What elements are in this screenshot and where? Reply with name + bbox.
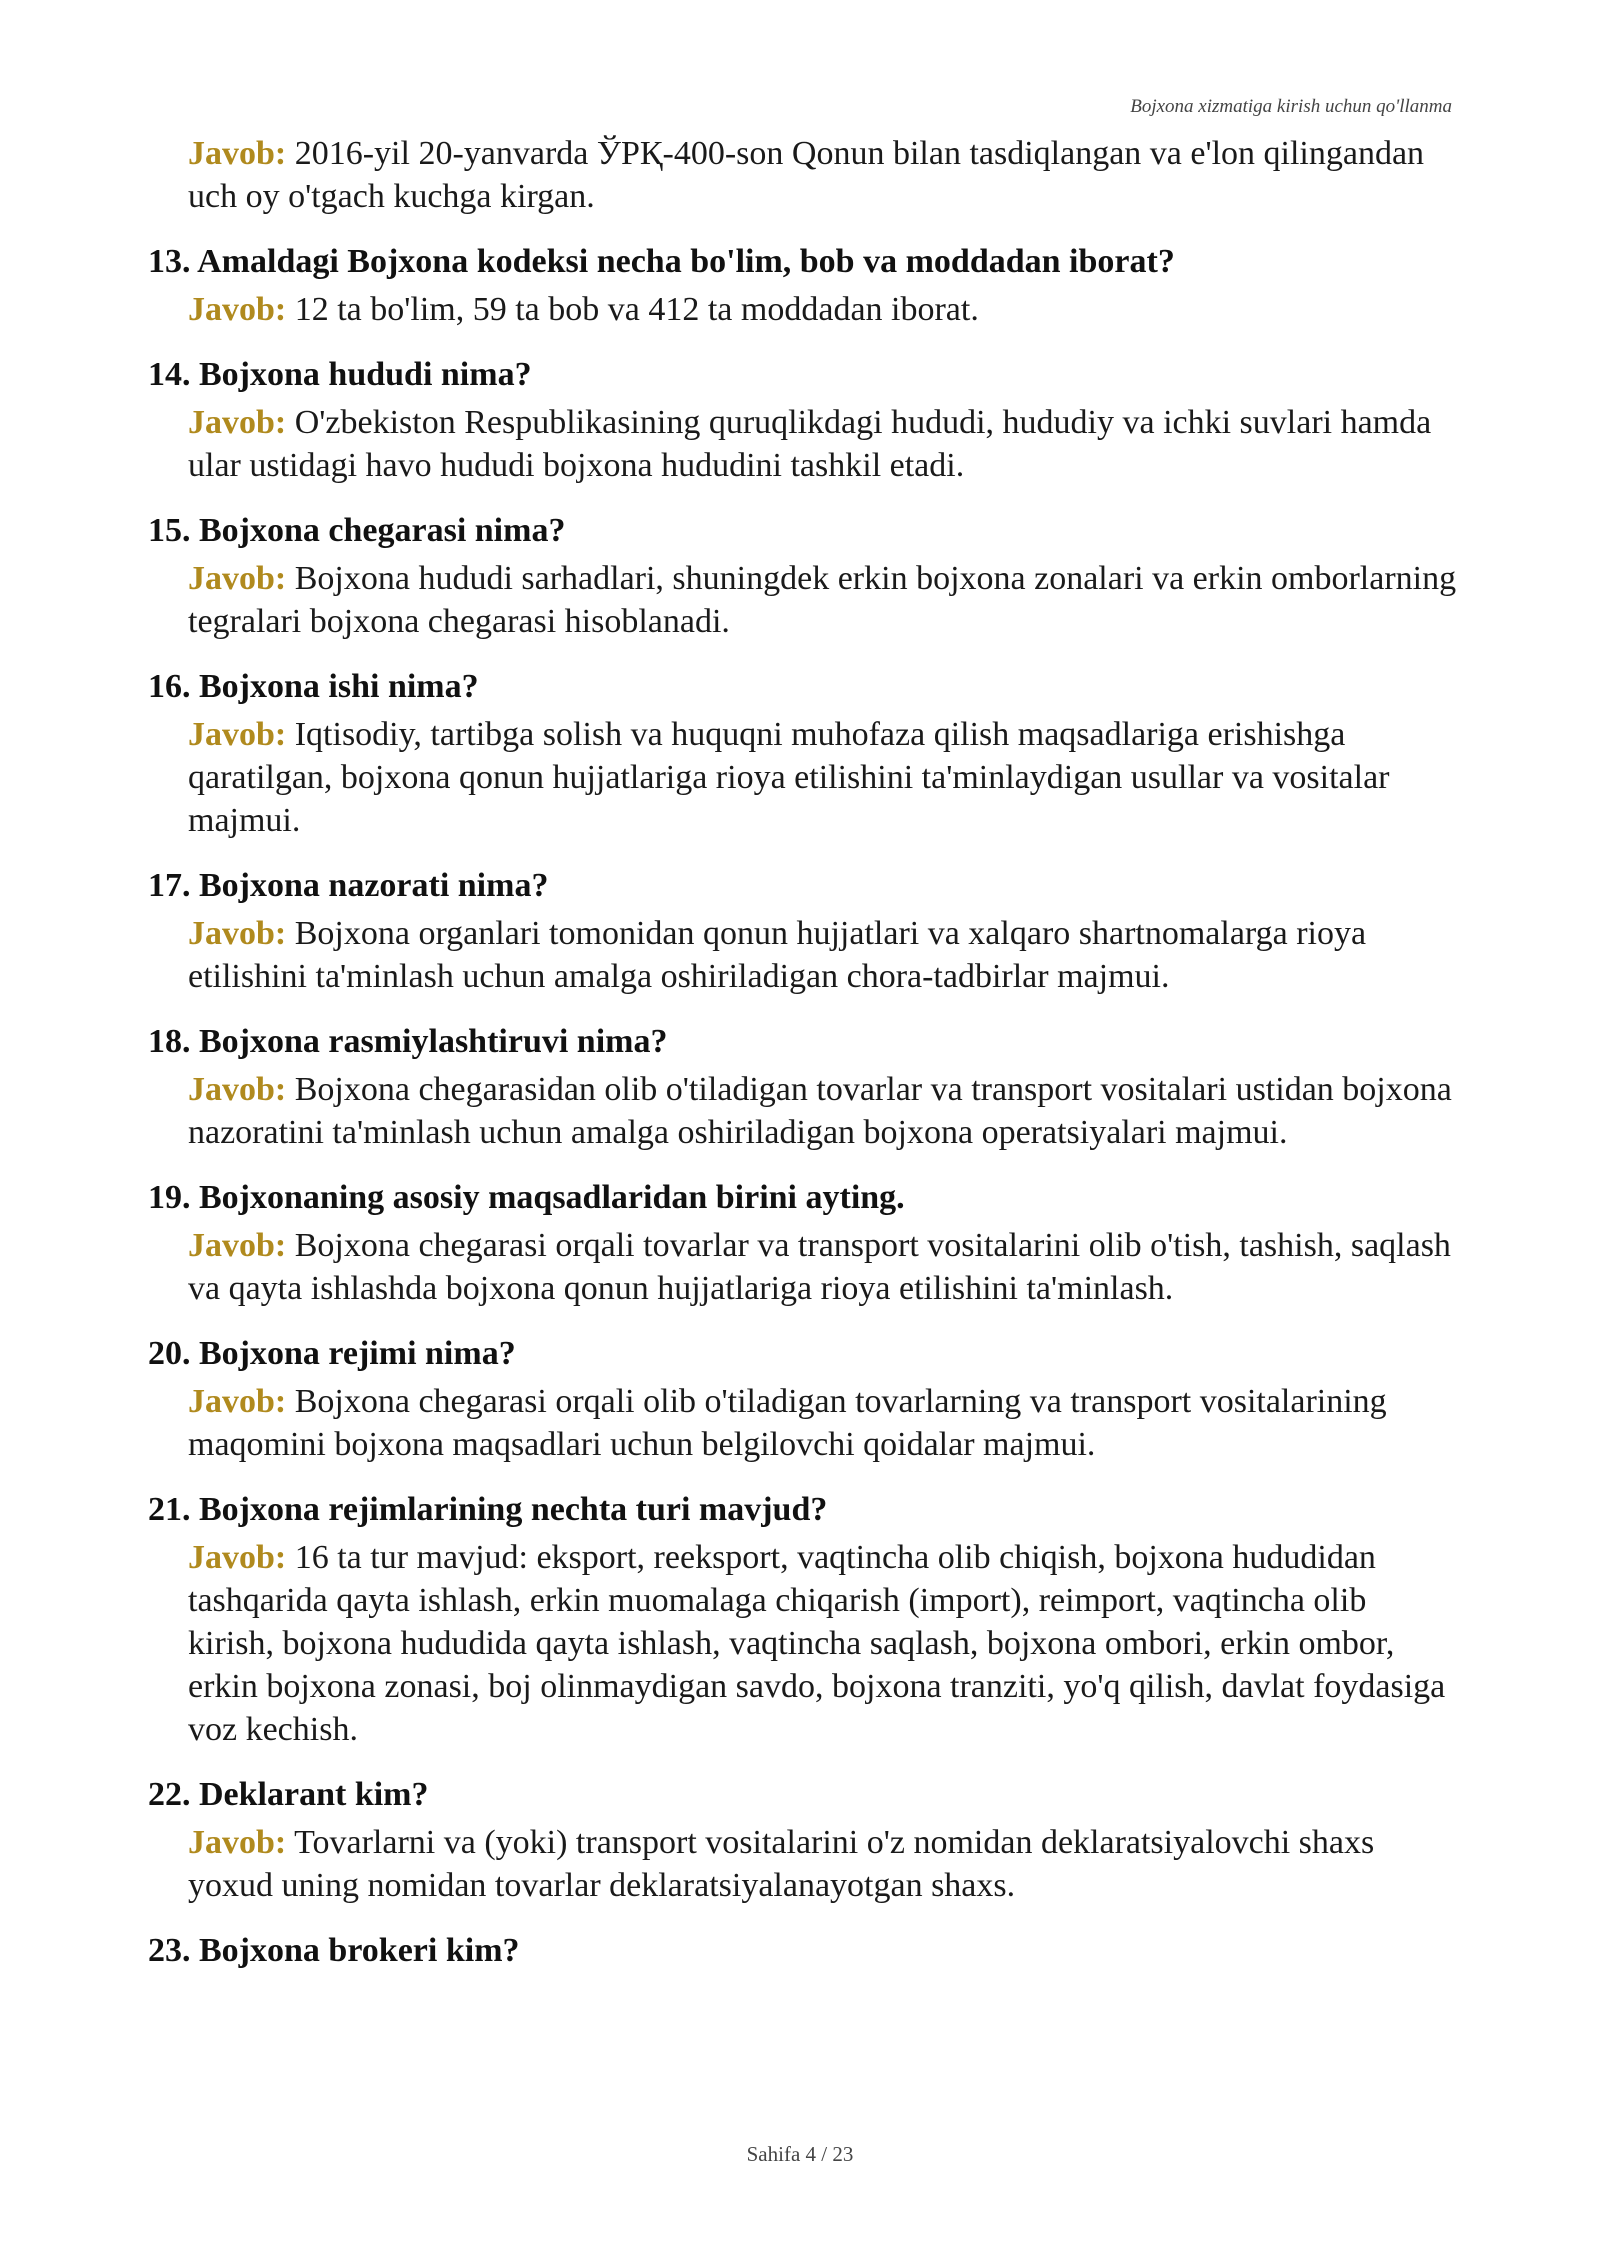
answer-text: 12 ta bo'lim, 59 ta bob va 412 ta moddadan iborat. [294,291,979,328]
answer [148,1068,1458,1154]
answer-label: Javob: [188,404,287,441]
qa-item [148,240,1458,331]
qa-item [148,132,1458,218]
question: 19. Bojxonaning asosiy maqsadlaridan birini ayting. [148,1179,905,1216]
qa-item [148,1488,1458,1751]
question: 23. Bojxona brokeri kim? [148,1932,520,1969]
qa-item [148,1929,1458,1973]
answer-text: Bojxona chegarasi orqali tovarlar va transport vositalarini olib o'tish, tashish, saqlash va qayta ishlashda bojxona qonun hujjatlariga rioya etilishini ta'minlash. [188,1227,1451,1307]
qa-item [148,509,1458,643]
answer [148,132,1458,218]
answer [148,557,1458,643]
question: 15. Bojxona chegarasi nima? [148,512,566,549]
answer-label: Javob: [188,1383,287,1420]
answer-text: O'zbekiston Respublikasining quruqlikdagi hududi, hududiy va ichki suvlari hamda ular ustidagi havo hududi bojxona hududini tashkil etadi. [188,404,1432,484]
question: 14. Bojxona hududi nima? [148,356,532,393]
answer [148,1380,1458,1466]
answer-label: Javob: [188,560,287,597]
answer-text: Tovarlarni va (yoki) transport vositalarini o'z nomidan deklaratsiyalovchi shaxs yoxud uning nomidan tovarlar deklaratsiyalanayotgan shaxs. [188,1824,1375,1904]
question: 21. Bojxona rejimlarining nechta turi mavjud? [148,1491,828,1528]
answer-label: Javob: [188,291,287,328]
answer-label: Javob: [188,915,287,952]
qa-item [148,1773,1458,1907]
answer-text: 16 ta tur mavjud: eksport, reeksport, vaqtincha olib chiqish, bojxona hududidan tashqarida qayta ishlash, erkin muomalaga chiqarish (import), reimport, vaqtincha olib kirish, bojxona hududida qayta ishlash, vaqtincha saqlash, bojxona ombori, erkin ombor, erkin bojxona zonasi, boj olinmaydigan savdo, bojxona tranziti, yo'q qilish, davlat foydasiga voz kechish. [188,1539,1446,1748]
answer [148,912,1458,998]
question: 18. Bojxona rasmiylashtiruvi nima? [148,1023,668,1060]
qa-item [148,1332,1458,1466]
answer-label: Javob: [188,1824,287,1861]
question: 22. Deklarant kim? [148,1776,429,1813]
answer-text: Bojxona chegarasidan olib o'tiladigan tovarlar va transport vositalari ustidan bojxona nazoratini ta'minlash uchun amalga oshiriladigan bojxona operatsiyalari majmui. [188,1071,1452,1151]
qa-item [148,353,1458,487]
answer-text: 2016-yil 20-yanvarda ЎРҚ-400-son Qonun bilan tasdiqlangan va e'lon qilingandan uch oy o'tgach kuchga kirgan. [188,135,1425,215]
question: 16. Bojxona ishi nima? [148,668,479,705]
answer-label: Javob: [188,1539,287,1576]
question: 20. Bojxona rejimi nima? [148,1335,516,1372]
answer [148,1821,1458,1907]
answer [148,713,1458,842]
answer-label: Javob: [188,135,287,172]
question: 17. Bojxona nazorati nima? [148,867,549,904]
page-number: Sahifa 4 / 23 [746,2142,854,2166]
answer [148,288,1458,331]
answer-text: Bojxona hududi sarhadlari, shuningdek erkin bojxona zonalari va erkin omborlarning tegralari bojxona chegarasi hisoblanadi. [188,560,1457,640]
qa-item [148,1176,1458,1310]
answer-text: Iqtisodiy, tartibga solish va huquqni muhofaza qilish maqsadlariga erishishga qaratilgan, bojxona qonun hujjatlariga rioya etilishini ta'minlaydigan usullar va vositalar majmui. [188,716,1390,839]
answer-label: Javob: [188,1227,287,1264]
qa-item [148,665,1458,842]
answer-label: Javob: [188,1071,287,1108]
qa-list [148,132,1458,1995]
qa-item [148,1020,1458,1154]
qa-item [148,864,1458,998]
running-header: Bojxona xizmatiga kirish uchun qo'llanma [1130,96,1452,117]
question: 13. Amaldagi Bojxona kodeksi necha bo'lim, bob va moddadan iborat? [148,243,1175,280]
answer-text: Bojxona organlari tomonidan qonun hujjatlari va xalqaro shartnomalarga rioya etilishini ta'minlash uchun amalga oshiriladigan chora-tadbirlar majmui. [188,915,1367,995]
answer [148,1224,1458,1310]
answer-label: Javob: [188,716,287,753]
answer-text: Bojxona chegarasi orqali olib o'tiladigan tovarlarning va transport vositalarining maqomini bojxona maqsadlari uchun belgilovchi qoidalar majmui. [188,1383,1387,1463]
answer [148,401,1458,487]
answer [148,1536,1458,1751]
